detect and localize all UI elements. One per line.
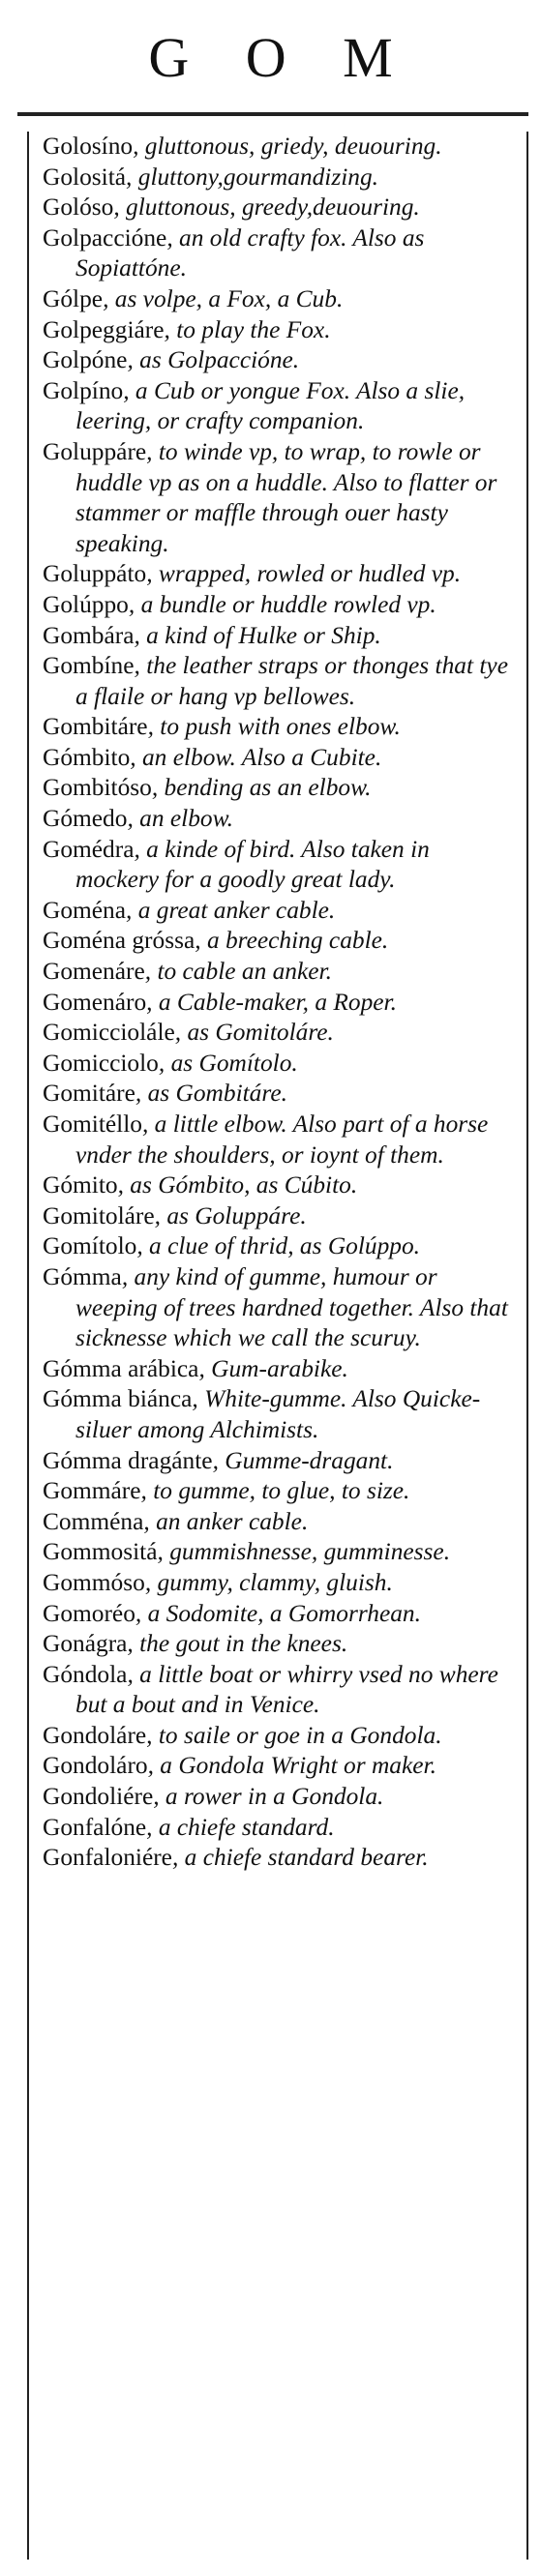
entry-headword: Gombitóso <box>43 774 152 802</box>
entry-definition: , gluttony,gourmandizing. <box>126 163 379 191</box>
dictionary-entry <box>43 1721 517 1752</box>
dictionary-entry <box>43 1018 517 1049</box>
entry-headword: Gommáre <box>43 1477 141 1505</box>
entry-definition: , a kinde of bird. Also taken in mockery for a goodly great lady. <box>75 835 430 894</box>
entry-headword: Gomédra <box>43 835 135 863</box>
entry-headword: Gondoliére <box>43 1783 154 1811</box>
dictionary-entry <box>43 743 517 774</box>
entry-definition: , to gumme, to glue, to size. <box>140 1477 410 1505</box>
entry-definition: , gummy, clammy, gluish. <box>144 1568 393 1596</box>
entry-headword: Gomítolo <box>43 1232 137 1260</box>
entry-headword: Golpaccióne <box>43 223 167 252</box>
dictionary-entry <box>43 1568 517 1599</box>
dictionary-entry <box>43 1384 517 1445</box>
header-rule <box>17 112 528 116</box>
entry-headword: Gomenáre <box>43 958 145 986</box>
dictionary-entry <box>43 988 517 1019</box>
entry-definition: , a little boat or whirry vsed no where but a bout and in Venice. <box>75 1660 498 1719</box>
entry-definition: , a Cable-maker, a Roper. <box>146 988 397 1016</box>
entry-headword: Gomitoláre <box>43 1201 155 1229</box>
entry-headword: Comména <box>43 1507 144 1535</box>
dictionary-entry <box>43 1446 517 1477</box>
dictionary-entry <box>43 376 517 437</box>
entry-headword: Gommóso <box>43 1568 145 1596</box>
entry-definition: , as Gomitoláre. <box>174 1019 334 1047</box>
entry-definition: , gluttonous, griedy, deuouring. <box>133 133 442 160</box>
entry-headword: Gómedo <box>43 805 128 833</box>
entry-headword: Gómma biánca <box>43 1385 193 1413</box>
entry-headword: Gomoréo <box>43 1599 135 1627</box>
entry-headword: Gólpe <box>43 284 104 312</box>
dictionary-entry <box>43 1843 517 1874</box>
entry-definition: , an elbow. <box>127 805 233 833</box>
entry-definition: , as Gombitáre. <box>135 1080 287 1108</box>
entry-definition: , gluttonous, greedy,deuouring. <box>113 193 420 222</box>
dictionary-entry <box>43 1507 517 1538</box>
entry-headword: Golpóne <box>43 346 128 374</box>
entry-definition: , a chiefe standard. <box>146 1813 335 1841</box>
entry-headword: Golóso <box>43 193 114 222</box>
dictionary-entry <box>43 315 517 346</box>
entry-headword: Gondoláre <box>43 1721 147 1749</box>
entry-headword: Góndola <box>43 1660 128 1688</box>
dictionary-entry <box>43 284 517 315</box>
dictionary-entry <box>43 223 517 284</box>
entry-definition: , gummishnesse, gumminesse. <box>157 1538 451 1566</box>
dictionary-entry <box>43 132 517 163</box>
page-header <box>0 0 541 112</box>
dictionary-column <box>27 132 528 2560</box>
entry-headword: Golositá <box>43 163 127 191</box>
dictionary-entry <box>43 345 517 376</box>
dictionary-entry <box>43 804 517 835</box>
entry-headword: Goména <box>43 896 127 924</box>
entry-definition: , the gout in the knees. <box>127 1630 348 1658</box>
entry-definition: , Gumme-dragant. <box>212 1446 394 1474</box>
entry-definition: , Gum-arabike. <box>198 1354 348 1382</box>
entry-definition: , as Gomítolo. <box>158 1049 298 1077</box>
entry-headword: Gombára <box>43 621 135 649</box>
dictionary-entry <box>43 1629 517 1660</box>
entry-headword: Goluppáto <box>43 560 147 588</box>
dictionary-entry <box>43 926 517 957</box>
dictionary-entry <box>43 773 517 804</box>
entry-definition: , to saile or goe in a Gondola. <box>146 1721 442 1749</box>
entry-headword: Gómbito <box>43 743 131 771</box>
entry-definition: , the leather straps or thonges that tye a flaile or hang vp bellowes. <box>75 652 508 710</box>
dictionary-entry <box>43 1537 517 1568</box>
dictionary-entry <box>43 651 517 712</box>
entry-definition: , as Golpaccióne. <box>127 346 300 374</box>
entry-definition: , a Sodomite, a Gomorrhean. <box>135 1599 421 1627</box>
entry-headword: Gomitáre <box>43 1080 135 1108</box>
entry-list <box>29 132 526 1874</box>
entry-headword: Goluppáre <box>43 437 147 465</box>
entry-definition: , to play the Fox. <box>164 315 331 343</box>
dictionary-entry <box>43 1231 517 1262</box>
dictionary-entry <box>43 1782 517 1813</box>
entry-headword: Golúppo <box>43 590 129 618</box>
dictionary-entry <box>43 835 517 896</box>
dictionary-entry <box>43 1079 517 1110</box>
entry-definition: , White-gumme. Also Quicke-siluer among Alchimists. <box>75 1385 481 1443</box>
entry-headword: Gomitéllo <box>43 1110 142 1138</box>
entry-definition: , a great anker cable. <box>126 896 336 924</box>
entry-headword: Gombitáre <box>43 713 148 741</box>
entry-definition: , to cable an anker. <box>144 958 332 986</box>
entry-definition: , an elbow. Also a Cubite. <box>130 743 382 771</box>
dictionary-entry <box>43 192 517 223</box>
entry-definition: , a breeching cable. <box>195 927 389 955</box>
entry-headword: Golosíno <box>43 133 134 160</box>
entry-definition: , as Gómbito, as Cúbito. <box>117 1171 358 1199</box>
entry-headword: Goména gróssa <box>43 927 195 955</box>
entry-definition: , a bundle or huddle rowled vp. <box>128 590 436 618</box>
entry-definition: , an anker cable. <box>143 1507 309 1535</box>
dictionary-entry <box>43 1110 517 1170</box>
dictionary-entry <box>43 621 517 652</box>
dictionary-entry <box>43 1599 517 1630</box>
dictionary-entry <box>43 712 517 743</box>
entry-definition: , a Cub or yongue Fox. Also a slie, leering, or crafty companion. <box>75 376 466 435</box>
entry-definition: , a clue of thrid, as Golúppo. <box>136 1232 421 1260</box>
entry-definition: , as volpe, a Fox, a Cub. <box>103 284 344 312</box>
dictionary-entry <box>43 163 517 193</box>
entry-definition: , as Goluppáre. <box>154 1201 307 1229</box>
entry-headword: Gonfalóne <box>43 1813 147 1841</box>
dictionary-entry <box>43 1476 517 1507</box>
entry-definition: , any kind of gumme, humour or weeping of trees hardned together. Also that sicknesse which we call the scuruy. <box>75 1262 508 1352</box>
entry-headword: Gonágra <box>43 1630 128 1658</box>
entry-headword: Gombíne <box>43 652 135 680</box>
dictionary-entry <box>43 437 517 559</box>
dictionary-entry <box>43 896 517 927</box>
entry-definition: , an old crafty fox. Also as Sopiattóne. <box>75 223 425 282</box>
entry-headword: Gomicciolále <box>43 1019 175 1047</box>
page-title: G O M <box>148 26 414 89</box>
dictionary-entry <box>43 1813 517 1844</box>
dictionary-entry <box>43 1170 517 1201</box>
dictionary-entry <box>43 1201 517 1232</box>
entry-headword: Gomicciolo <box>43 1049 159 1077</box>
dictionary-entry <box>43 957 517 988</box>
dictionary-entry <box>43 1660 517 1721</box>
entry-definition: , a Gondola Wright or maker. <box>147 1752 436 1780</box>
dictionary-entry <box>43 1049 517 1080</box>
entry-headword: Gómma <box>43 1262 122 1290</box>
entry-definition: , a kind of Hulke or Ship. <box>134 621 381 649</box>
entry-definition: , a rower in a Gondola. <box>153 1783 384 1811</box>
dictionary-entry <box>43 559 517 590</box>
entry-headword: Gómma dragánte <box>43 1446 213 1474</box>
entry-headword: Golpíno <box>43 376 124 404</box>
dictionary-entry <box>43 1262 517 1354</box>
entry-definition: , bending as an elbow. <box>151 774 372 802</box>
entry-definition: , to push with ones elbow. <box>147 713 401 741</box>
entry-headword: Gómma arábica <box>43 1354 199 1382</box>
dictionary-entry <box>43 1751 517 1782</box>
dictionary-entry <box>43 590 517 621</box>
entry-headword: Gommositá <box>43 1538 158 1566</box>
entry-definition: , a little elbow. Also part of a horse vnder the shoulders, or ioynt of them. <box>75 1110 489 1169</box>
entry-headword: Gonfaloniére <box>43 1844 172 1872</box>
entry-headword: Golpeggiáre <box>43 315 165 343</box>
entry-definition: , wrapped, rowled or hudled vp. <box>146 560 462 588</box>
entry-headword: Gomenáro <box>43 988 147 1016</box>
dictionary-entry <box>43 1354 517 1385</box>
entry-headword: Gómito <box>43 1171 118 1199</box>
entry-definition: , a chiefe standard bearer. <box>171 1844 429 1872</box>
entry-definition: , to winde vp, to wrap, to rowle or huddle vp as on a huddle. Also to flatter or stammer or maffle through ouer hasty speaking. <box>75 437 497 557</box>
entry-headword: Gondoláro <box>43 1752 148 1780</box>
